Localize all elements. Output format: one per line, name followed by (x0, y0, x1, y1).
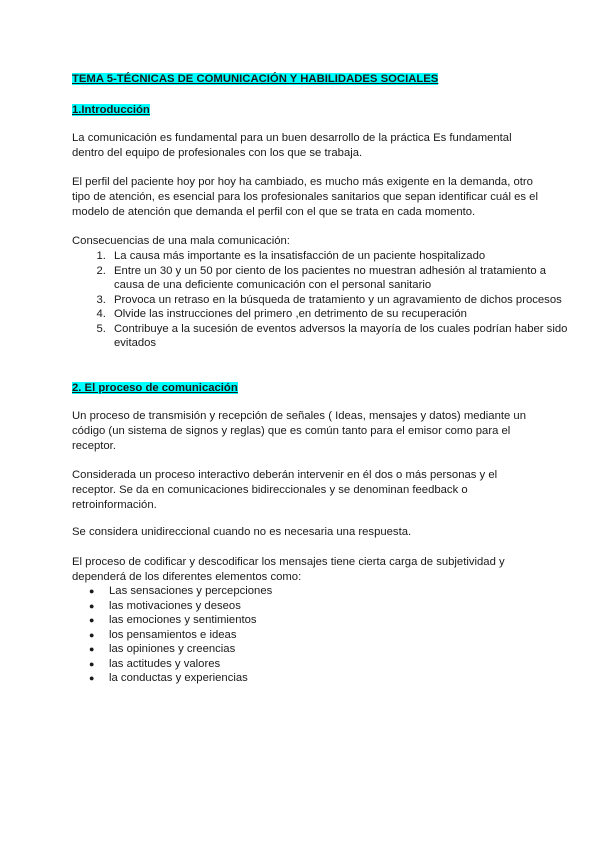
section2-paragraph-2: Considerada un proceso interactivo deberán intervenir en él dos o más personas y el receptor. Se da en comunicaciones bidireccionales y se denominan feedback o retroinformación. (72, 469, 498, 511)
list-item: 3. Provoca un retraso en la búsqueda de tratamiento y un agravamiento de dichos procesos (109, 293, 579, 308)
section1-paragraph-2: El perfil del paciente hoy por hoy ha cambiado, es mucho más exigente en la demanda, otro tipo de atención, es esencial para los profesionales sanitarios que sepan identificar cuál es el modelo de atención que demanda el perfil con el que se trata en cada momento. (72, 176, 538, 218)
section1-paragraph-3: Consecuencias de una mala comunicación: (72, 235, 290, 247)
list-item: ● las actitudes y valores (109, 657, 272, 672)
consequences-list (72, 249, 579, 351)
list-item: ● Las sensaciones y percepciones (109, 584, 272, 599)
section2-heading: 2. El proceso de comunicación (72, 382, 238, 394)
list-item: ● las motivaciones y deseos (109, 599, 272, 614)
list-item: 1. La causa más importante es la insatisfacción de un paciente hospitalizado (109, 249, 579, 264)
list-item: ● la conductas y experiencias (109, 671, 272, 686)
list-item: ● las opiniones y creencias (109, 642, 272, 657)
section2-paragraph-4: El proceso de codificar y descodificar los mensajes tiene cierta carga de subjetividad y dependerá de los diferentes elementos como: (72, 556, 505, 583)
section2-paragraph-3: Se considera unidireccional cuando no es necesaria una respuesta. (72, 526, 412, 538)
section2-paragraph-1: Un proceso de transmisión y recepción de señales ( Ideas, mensajes y datos) mediante un código (un sistema de signos y reglas) que es común tanto para el emisor como para el receptor. (72, 410, 526, 452)
section1-paragraph-1: La comunicación es fundamental para un buen desarrollo de la práctica Es fundamental dentro del equipo de profesionales con los que se trabaja. (72, 132, 512, 159)
elements-list (72, 584, 272, 686)
section1-heading: 1.Introducción (72, 104, 150, 116)
list-item: ● los pensamientos e ideas (109, 628, 272, 643)
list-item: ● las emociones y sentimientos (109, 613, 272, 628)
list-item: 2. Entre un 30 y un 50 por ciento de los pacientes no muestran adhesión al tratamiento a causa de una deficiente comunicación con el personal sanitario (109, 264, 579, 293)
page-title: TEMA 5-TÉCNICAS DE COMUNICACIÓN Y HABILIDADES SOCIALES (72, 73, 439, 85)
list-item: 5. Contribuye a la sucesión de eventos adversos la mayoría de los cuales podrían haber sido evitados (109, 322, 579, 351)
list-item: 4. Olvide las instrucciones del primero ,en detrimento de su recuperación (109, 307, 579, 322)
